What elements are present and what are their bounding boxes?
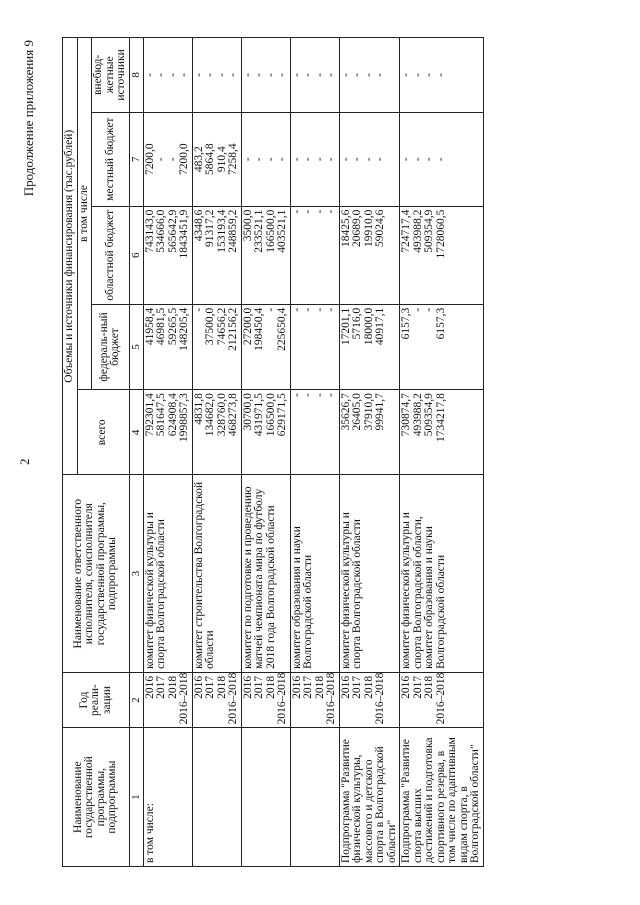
value-line: - (264, 72, 277, 77)
value-line: - (411, 72, 424, 77)
value-line: 91317,2 (204, 209, 216, 248)
federal-cell (143, 304, 192, 389)
value-line: 134682,0 (204, 393, 216, 437)
value-line: 212156,2 (227, 307, 239, 351)
value-line: - (313, 209, 326, 214)
value-line: - (302, 157, 314, 162)
value-line: 6157,3 (400, 307, 412, 340)
value-line: 74656,2 (215, 307, 228, 346)
value-line: 37500,0 (204, 307, 216, 346)
value-line: 99941,7 (374, 393, 386, 431)
value-line: - (241, 157, 254, 162)
value-line: - (178, 72, 190, 77)
value-line: 2016–2018 (434, 672, 447, 725)
total-cell (241, 390, 290, 475)
value-line: - (351, 72, 363, 77)
total-cell-lines (401, 393, 447, 471)
value-line: 7200,0 (143, 143, 156, 176)
value-line: 483,2 (192, 146, 205, 173)
table-body (143, 38, 483, 867)
value-line: - (290, 393, 303, 397)
executor-cell: комитет по подготовке и проведению матчей чемпионата мира по футболу 2018 года Волгоградской области (241, 475, 290, 672)
federal-cell (192, 304, 241, 389)
year-cell-lines (192, 672, 240, 725)
value-line: - (325, 209, 337, 214)
extra-cell (290, 38, 339, 113)
header-including: в том числе (77, 38, 92, 390)
executor-cell: комитет строительства Волгоградской области (192, 475, 241, 672)
program-name-cell (290, 728, 339, 867)
federal-cell-lines (292, 308, 338, 386)
local-cell-lines (194, 116, 240, 203)
value-line: - (241, 72, 254, 77)
value-line: 743143,0 (143, 209, 156, 253)
value-line: 581647,5 (155, 393, 167, 437)
value-line: - (423, 72, 435, 77)
extra-cell-lines (194, 41, 240, 109)
value-line: - (423, 157, 435, 162)
value-line: 30700,0 (241, 393, 254, 431)
value-line: 792301,4 (143, 393, 156, 437)
extra-cell-lines (243, 41, 289, 109)
value-line: - (302, 307, 314, 312)
local-cell (143, 112, 192, 206)
total-cell (339, 390, 400, 475)
regional-cell-lines (194, 210, 240, 301)
local-cell-lines (401, 116, 447, 203)
value-line: 248859,2 (227, 209, 239, 253)
value-line: - (204, 72, 216, 77)
value-line: 328760,0 (215, 393, 228, 437)
total-cell (400, 390, 484, 475)
value-line: 59024,6 (374, 209, 386, 248)
value-line: 509354,9 (423, 209, 435, 253)
value-line: 724717,4 (400, 209, 412, 253)
value-line: - (192, 72, 205, 77)
local-cell-lines (243, 116, 289, 203)
value-line: 1843451,9 (178, 209, 190, 259)
header-total: всего (77, 390, 129, 475)
value-line: 730874,7 (400, 393, 412, 437)
local-cell-lines (145, 116, 191, 203)
value-line: - (423, 307, 435, 312)
value-line: 7258,4 (227, 143, 239, 176)
regional-cell (143, 206, 192, 304)
value-line: 148205,4 (178, 307, 190, 351)
extra-cell-lines (145, 41, 191, 109)
value-line: 18000,0 (362, 307, 375, 346)
year-cell (400, 672, 484, 727)
value-line: - (339, 157, 352, 162)
extra-cell (400, 38, 484, 113)
local-cell-lines (292, 116, 338, 203)
value-line: - (276, 72, 288, 77)
extra-cell-lines (341, 41, 387, 109)
value-line: 2017 (351, 675, 363, 699)
value-line: 59265,5 (166, 307, 179, 346)
value-line: 2018 (313, 675, 326, 699)
value-line: 509354,9 (423, 393, 435, 437)
year-cell (143, 672, 192, 727)
total-cell-lines (292, 393, 338, 471)
extra-cell (192, 38, 241, 113)
regional-cell (290, 206, 339, 304)
header-local: местный бюджет (92, 112, 130, 206)
value-line: 493988,2 (411, 209, 424, 253)
value-line: - (325, 157, 337, 162)
value-line: - (325, 72, 337, 77)
value-line: - (302, 72, 314, 77)
header-executor: Наименование ответственного исполнителя, соисполнителя государственной программы, подпрограммы (63, 475, 130, 672)
value-line: 2016–2018 (227, 672, 239, 725)
total-cell (290, 390, 339, 475)
col-num: 1 (129, 728, 143, 867)
col-num: 6 (129, 206, 143, 304)
total-cell-lines (341, 393, 387, 471)
value-line: - (411, 157, 424, 162)
value-line: 2016–2018 (325, 672, 337, 725)
year-cell-lines (290, 672, 338, 725)
regional-cell-lines (292, 210, 338, 301)
col-num: 8 (129, 38, 143, 113)
value-line: - (313, 72, 326, 77)
value-line: 403521,1 (276, 209, 288, 253)
value-line: 2016 (400, 675, 412, 699)
table-row (192, 38, 241, 867)
value-line: - (192, 307, 205, 312)
value-line: 624908,4 (166, 393, 179, 437)
value-line: - (215, 72, 228, 77)
value-line: 2016 (290, 675, 303, 699)
program-name-cell: Подпрограмма "Развитие спорта высших достижений и подготовка спортивного резерва, в том числе по адаптивным видам спорта, в Волгоградской области" (400, 728, 484, 867)
funding-table (62, 37, 484, 867)
value-line: - (253, 157, 265, 162)
value-line: 37910,0 (362, 393, 375, 431)
value-line: 629171,5 (276, 393, 288, 437)
value-line: 18425,6 (339, 209, 352, 248)
regional-cell (192, 206, 241, 304)
table-row (290, 38, 339, 867)
federal-cell-lines (341, 308, 387, 386)
federal-cell (339, 304, 400, 389)
executor-cell: комитет образования и науки Волгоградской области (290, 475, 339, 672)
value-line: - (325, 307, 337, 312)
regional-cell (400, 206, 484, 304)
value-line: - (362, 157, 375, 162)
value-line: 493988,2 (411, 393, 424, 437)
local-cell (400, 112, 484, 206)
total-cell (143, 390, 192, 475)
year-cell (241, 672, 290, 727)
value-line: 3500,0 (241, 209, 254, 242)
value-line: 910,4 (215, 146, 228, 173)
table-row (241, 38, 290, 867)
value-line: 225650,4 (276, 307, 288, 351)
value-line: 20689,0 (351, 209, 363, 248)
col-num: 4 (129, 390, 143, 475)
value-line: 2018 (166, 675, 179, 699)
header-program: Наименование государственной программы, подпрограммы (63, 728, 130, 867)
value-line: 17201,1 (339, 307, 352, 346)
federal-cell (290, 304, 339, 389)
value-line: - (313, 157, 326, 162)
value-line: - (143, 72, 156, 77)
year-cell-lines (241, 672, 289, 725)
year-cell (290, 672, 339, 727)
extra-cell (339, 38, 400, 113)
program-name-cell (192, 728, 241, 867)
value-line: 166500,0 (264, 393, 277, 437)
extra-cell-lines (401, 41, 447, 109)
continuation-label: Продолжение приложения 9 (21, 40, 36, 197)
value-line: 166500,0 (264, 209, 277, 253)
table-row (400, 38, 484, 867)
value-line: - (155, 72, 167, 77)
table-row (143, 38, 192, 867)
value-line: 19910,0 (362, 209, 375, 248)
federal-cell-lines (145, 308, 191, 386)
regional-cell-lines (145, 210, 191, 301)
value-line: - (339, 72, 352, 77)
page-number: 2 (17, 458, 32, 465)
value-line: 431971,5 (253, 393, 265, 437)
value-line: - (313, 307, 326, 312)
value-line: 2017 (411, 675, 424, 699)
total-cell-lines (243, 393, 289, 471)
value-line: - (155, 157, 167, 162)
value-line: 27200,0 (241, 307, 254, 346)
value-line: - (290, 72, 303, 77)
extra-cell (143, 38, 192, 113)
header-year: Год реали-зации (63, 672, 130, 727)
regional-cell (241, 206, 290, 304)
value-line: - (253, 72, 265, 77)
value-line: - (276, 157, 288, 162)
federal-cell-lines (401, 308, 447, 386)
value-line: 534666,0 (155, 209, 167, 253)
value-line: - (166, 72, 179, 77)
value-line: - (290, 209, 303, 214)
value-line: - (400, 72, 412, 77)
local-cell (241, 112, 290, 206)
value-line: 2017 (302, 675, 314, 699)
year-cell-lines (143, 672, 191, 725)
program-name-cell: Подпрограмма "Развитие физической культуры, массового и детского спорта в Волгоградской области" (339, 728, 400, 867)
value-line: - (302, 393, 314, 397)
regional-cell-lines (341, 210, 387, 301)
value-line: 41958,4 (143, 307, 156, 346)
value-line: - (362, 72, 375, 77)
program-name-cell: в том числе: (143, 728, 192, 867)
executor-cell: комитет физической культуры и спорта Волгоградской области (339, 475, 400, 672)
value-line: 233521,1 (253, 209, 265, 253)
value-line: - (166, 157, 179, 162)
header-regional: областной бюджет (92, 206, 130, 304)
value-line: 2017 (155, 675, 167, 699)
value-line: - (290, 307, 303, 312)
value-line: - (374, 157, 386, 162)
executor-cell: комитет физической культуры и спорта Волгоградской области (143, 475, 192, 672)
program-name-cell (241, 728, 290, 867)
value-line: 2018 (362, 675, 375, 699)
extra-cell (241, 38, 290, 113)
value-line: - (227, 72, 239, 77)
value-line: 2016–2018 (178, 672, 190, 725)
year-cell-lines (339, 672, 387, 725)
value-line: 198450,4 (253, 307, 265, 351)
local-cell (339, 112, 400, 206)
value-line: 26405,0 (351, 393, 363, 431)
value-line: 2017 (253, 675, 265, 699)
header-extra: внебюд-жетные источники (92, 38, 130, 113)
value-line: - (264, 307, 277, 312)
value-line: 1734217,8 (434, 393, 447, 443)
col-num: 3 (129, 475, 143, 672)
value-line: - (351, 157, 363, 162)
value-line: - (434, 72, 447, 77)
value-line: 4831,8 (192, 393, 205, 425)
value-line: - (264, 157, 277, 162)
value-line: 40917,1 (374, 307, 386, 346)
regional-cell-lines (243, 210, 289, 301)
extra-cell-lines (292, 41, 338, 109)
col-num: 5 (129, 304, 143, 389)
value-line: 2016 (339, 675, 352, 699)
table-row (339, 38, 400, 867)
value-line: - (434, 157, 447, 162)
federal-cell-lines (194, 308, 240, 386)
regional-cell-lines (401, 210, 447, 301)
local-cell (192, 112, 241, 206)
value-line: - (400, 157, 412, 162)
value-line: 2018 (215, 675, 228, 699)
value-line: 565642,9 (166, 209, 179, 253)
total-cell-lines (145, 393, 191, 471)
value-line: 2016–2018 (276, 672, 288, 725)
total-cell (192, 390, 241, 475)
value-line: 5716,0 (351, 307, 363, 340)
year-cell (339, 672, 400, 727)
value-line: - (290, 157, 303, 162)
value-line: 7200,0 (178, 143, 190, 176)
value-line: - (411, 307, 424, 312)
value-line: - (302, 209, 314, 214)
value-line: 5864,8 (204, 143, 216, 176)
total-cell-lines (194, 393, 240, 471)
value-line: 2017 (204, 675, 216, 699)
federal-cell (400, 304, 484, 389)
value-line: 1998857,3 (178, 393, 190, 443)
value-line: 2016–2018 (374, 672, 386, 725)
value-line: 2016 (143, 675, 156, 699)
col-num: 2 (129, 672, 143, 727)
federal-cell-lines (243, 308, 289, 386)
value-line: 4348,6 (192, 209, 205, 242)
value-line: 46981,5 (155, 307, 167, 346)
executor-cell: комитет физической культуры и спорта Волгоградской области, комитет образования и науки Волгоградской области (400, 475, 484, 672)
column-numbers-row (129, 38, 143, 867)
value-line: 1728060,5 (434, 209, 447, 259)
local-cell (290, 112, 339, 206)
value-line: 35626,7 (339, 393, 352, 431)
header-federal: федераль-ный бюджет (92, 304, 130, 389)
value-line: 2018 (423, 675, 435, 699)
value-line: - (325, 393, 337, 397)
regional-cell (339, 206, 400, 304)
value-line: 468273,8 (227, 393, 239, 437)
col-num: 7 (129, 112, 143, 206)
value-line: 2016 (192, 675, 205, 699)
value-line: 2016 (241, 675, 254, 699)
federal-cell (241, 304, 290, 389)
value-line: 153193,4 (215, 209, 228, 253)
value-line: 6157,3 (434, 307, 447, 340)
value-line: - (313, 393, 326, 397)
value-line: - (374, 72, 386, 77)
year-cell (192, 672, 241, 727)
local-cell-lines (341, 116, 387, 203)
value-line: 2018 (264, 675, 277, 699)
header-funding: Объемы и источники финансирования (тыс.рублей) (63, 38, 78, 475)
year-cell-lines (400, 672, 447, 725)
